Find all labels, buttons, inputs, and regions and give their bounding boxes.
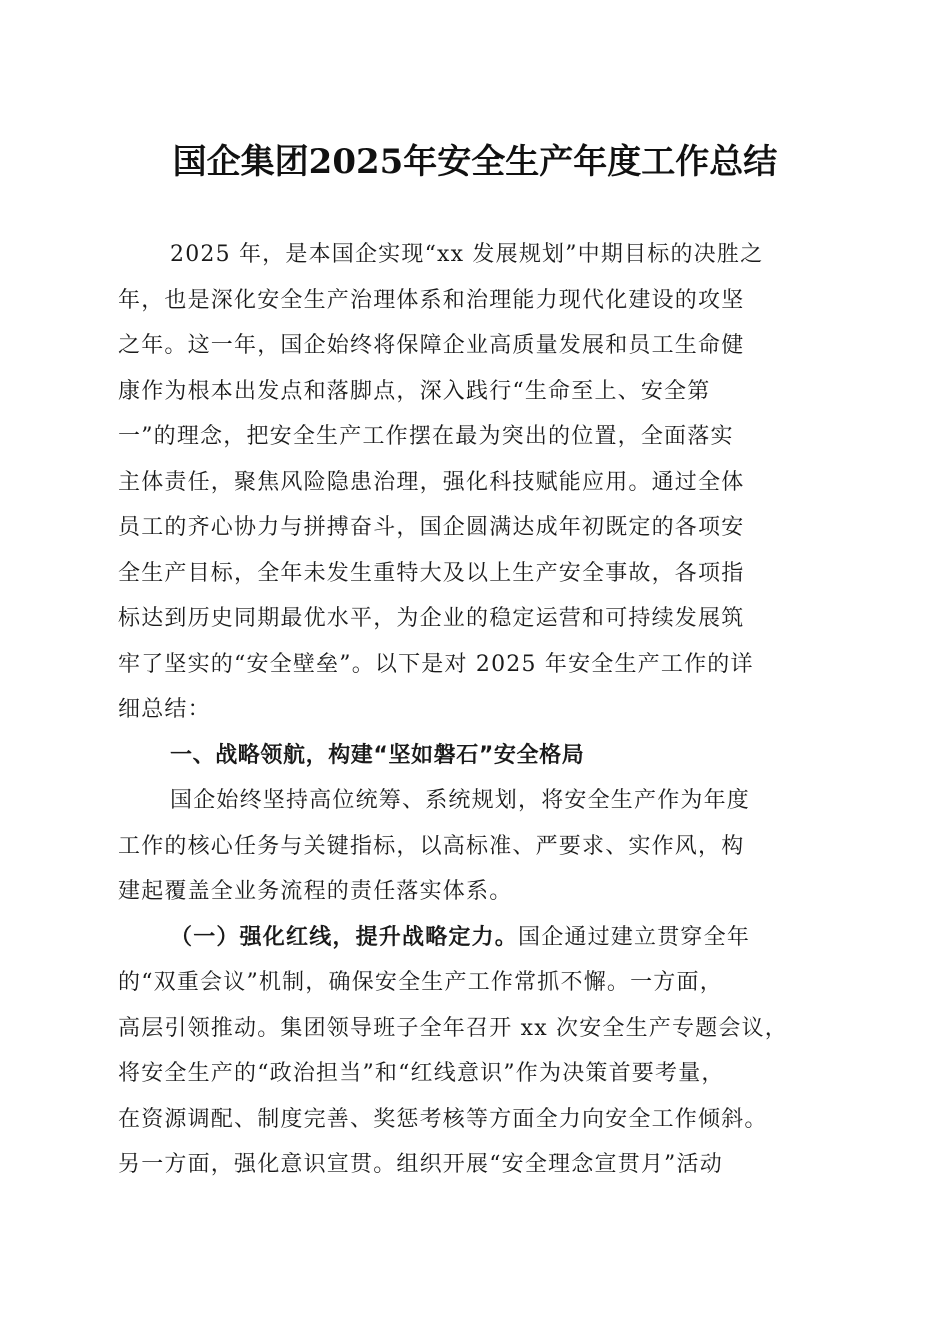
subsection-line-4: 将安全生产的“政治担当”和“红线意识”作为决策首要考量， <box>118 1061 725 1086</box>
subsection-line-2: 的“双重会议”机制，确保安全生产工作常抓不懈。一方面， <box>118 970 723 995</box>
subsection-line-5: 在资源调配、制度完善、奖惩考核等方面全力向安全工作倾斜。 <box>118 1106 768 1132</box>
subsection-line-3: 高层引领推动。集团领导班子全年召开 xx 次安全生产专题会议， <box>118 1015 789 1041</box>
intro-line-4: 康作为根本出发点和落脚点，深入践行“生命至上、安全第 <box>118 378 711 404</box>
intro-line-10: 牢了坚实的“安全壁垒”。以下是对 2025 年安全生产工作的详 <box>118 651 754 677</box>
section-line-1: 国企始终坚持高位统筹、系统规划，将安全生产作为年度 <box>170 788 751 813</box>
intro-line-9: 标达到历史同期最优水平，为企业的稳定运营和可持续发展筑 <box>118 606 745 631</box>
document-body <box>118 232 822 1188</box>
section-line-3: 建起覆盖全业务流程的责任落实体系。 <box>118 879 513 904</box>
intro-line-2: 年，也是深化安全生产治理体系和治理能力现代化建设的攻坚 <box>118 287 745 313</box>
section-heading: 一、战略领航，构建“坚如磐石”安全格局 <box>170 742 585 768</box>
intro-line-7: 员工的齐心协力与拼搏奋斗，国企圆满达成年初既定的各项安 <box>118 515 745 540</box>
subsection-heading: （一）强化红线，提升战略定力。 <box>170 923 519 950</box>
intro-line-3: 之年。这一年，国企始终将保障企业高质量发展和员工生命健 <box>118 333 745 358</box>
intro-line-8: 全生产目标，全年未发生重特大及以上生产安全事故，各项指 <box>118 560 745 586</box>
subsection-first-line <box>118 915 822 961</box>
intro-line-1: 2025 年，是本国企实现“xx 发展规划”中期目标的决胜之 <box>170 242 764 267</box>
document-title: 国企集团2025年安全生产年度工作总结 <box>172 142 778 182</box>
intro-line-11: 细总结： <box>118 697 211 722</box>
section-line-2: 工作的核心任务与关键指标，以高标准、严要求、实作风，构 <box>118 833 745 859</box>
intro-line-6: 主体责任，聚焦风险隐患治理，强化科技赋能应用。通过全体 <box>118 469 745 495</box>
subsection-first-line-rest: 国企通过建立贯穿全年 <box>518 924 751 950</box>
subsection-line-6: 另一方面，强化意识宣贯。组织开展“安全理念宣贯月”活动 <box>118 1152 723 1177</box>
intro-line-5: 一”的理念，把安全生产工作摆在最为突出的位置，全面落实 <box>118 424 734 449</box>
